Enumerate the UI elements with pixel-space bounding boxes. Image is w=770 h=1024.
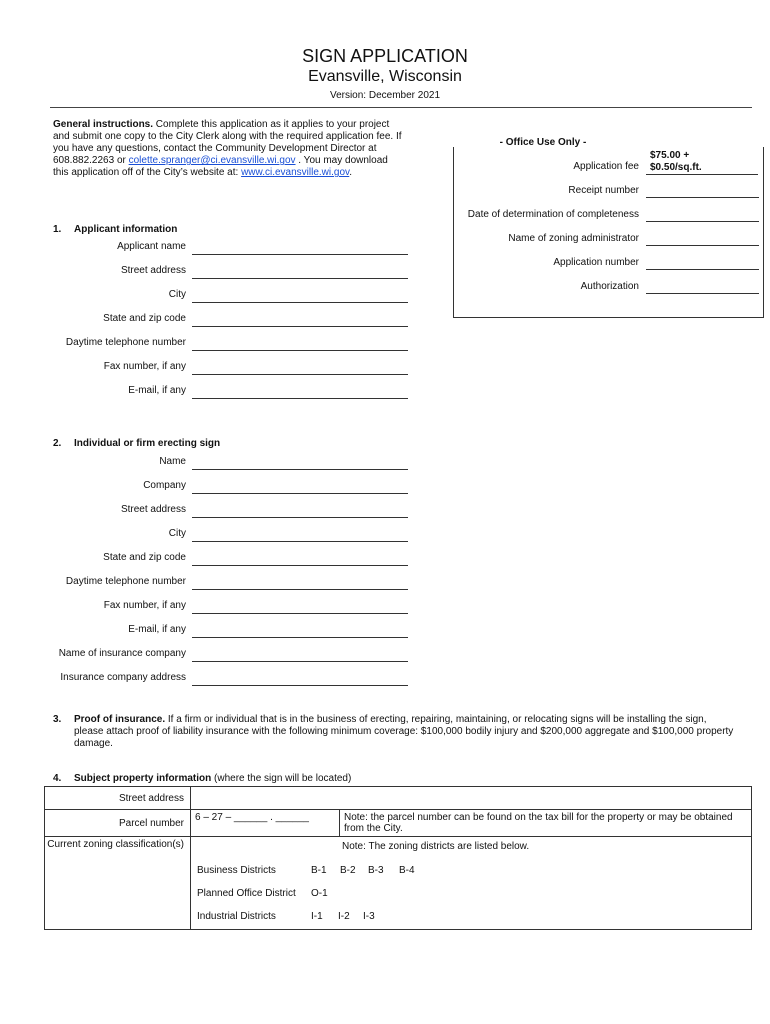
office-field-label: Date of determination of completeness — [467, 209, 639, 220]
page-title: SIGN APPLICATION — [302, 46, 468, 66]
district-code: I-2 — [338, 911, 350, 922]
street-address-label: Street address — [45, 787, 191, 810]
district-name: Industrial Districts — [197, 911, 276, 922]
street-address-field[interactable] — [191, 787, 752, 810]
erector-field-label: Fax number, if any — [103, 600, 186, 611]
applicant-field-input[interactable] — [192, 398, 408, 399]
section-2-title: Individual or firm erecting sign — [74, 438, 221, 449]
erector-field-label: City — [168, 528, 186, 539]
applicant-field-input[interactable] — [192, 350, 408, 351]
header-divider — [50, 107, 752, 108]
applicant-field-input[interactable] — [192, 302, 408, 303]
general-instructions — [53, 119, 403, 179]
district-code: B-4 — [399, 865, 415, 876]
parcel-number-label: Parcel number — [45, 810, 191, 837]
parcel-note: Note: the parcel number can be found on the tax bill for the property or may be obtained from the City. — [340, 810, 752, 837]
erector-field-label: Name — [159, 456, 186, 467]
district-code: I-3 — [363, 911, 375, 922]
erector-field-label: Name of insurance company — [58, 648, 186, 659]
applicant-field-label: City — [168, 289, 186, 300]
zoning-note: Note: The zoning districts are listed below. — [342, 841, 530, 852]
office-field-label: Authorization — [580, 281, 639, 292]
office-use-title: - Office Use Only - — [499, 137, 587, 148]
office-fee-label: Application fee — [573, 161, 639, 172]
section-3-title: Proof of insurance. — [74, 714, 166, 725]
erector-field-input[interactable] — [192, 685, 408, 686]
zoning-label: Current zoning classification(s) — [45, 837, 191, 930]
section-4-heading — [74, 773, 351, 784]
district-name: Business Districts — [197, 865, 276, 876]
applicant-field-label: Street address — [120, 265, 186, 276]
office-field-line[interactable] — [646, 269, 759, 270]
office-field-label: Receipt number — [568, 185, 639, 196]
applicant-field-label: Applicant name — [117, 241, 186, 252]
erector-field-label: State and zip code — [103, 552, 186, 563]
applicant-field-label: Fax number, if any — [103, 361, 186, 372]
district-code: I-1 — [311, 911, 323, 922]
erector-field-input[interactable] — [192, 637, 408, 638]
erector-field-label: Street address — [120, 504, 186, 515]
erector-field-input[interactable] — [192, 493, 408, 494]
erector-field-input[interactable] — [192, 661, 408, 662]
office-field-line[interactable] — [646, 221, 759, 222]
applicant-field-input[interactable] — [192, 374, 408, 375]
parcel-number-field[interactable]: 6 – 27 – ______ . ______ — [191, 810, 340, 837]
version-text: Version: December 2021 — [329, 90, 441, 101]
office-field-label: Application number — [553, 257, 639, 268]
general-instructions-text-3: . — [349, 167, 353, 178]
section-4-number: 4. — [53, 773, 62, 784]
zoning-field[interactable] — [191, 837, 752, 930]
page-subtitle: Evansville, Wisconsin — [308, 68, 462, 85]
erector-field-input[interactable] — [192, 469, 408, 470]
erector-field-label: E-mail, if any — [128, 624, 186, 635]
office-field-line[interactable] — [646, 197, 759, 198]
fee-line-2: $0.50/sq.ft. — [646, 162, 758, 175]
district-code: O-1 — [311, 888, 328, 899]
section-3-body: If a firm or individual that is in the business of erecting, repairing, maintaining, or relocating signs will be installing the sign, please attach proof of liability insurance with the following minimum coverage: $100,000 bodily injury and $200,000 aggregate and $100,000 property damage. — [74, 714, 734, 749]
section-1-number: 1. — [53, 224, 62, 235]
district-code: B-1 — [311, 865, 327, 876]
erector-field-input[interactable] — [192, 517, 408, 518]
applicant-field-input[interactable] — [192, 326, 408, 327]
erector-field-input[interactable] — [192, 565, 408, 566]
section-4-title-note: (where the sign will be located) — [211, 773, 352, 784]
section-1-title: Applicant information — [74, 224, 178, 235]
section-3-number: 3. — [53, 714, 62, 725]
applicant-field-label: E-mail, if any — [128, 385, 186, 396]
applicant-field-input[interactable] — [192, 254, 408, 255]
erector-field-label: Company — [143, 480, 186, 491]
district-code: B-3 — [368, 865, 384, 876]
office-field-line[interactable] — [646, 293, 759, 294]
office-field-line[interactable] — [646, 245, 759, 246]
erector-field-label: Insurance company address — [60, 672, 186, 683]
general-instructions-text-2: . You may download this application off of the City’s website at: — [53, 155, 388, 178]
email-link[interactable]: colette.spranger@ci.evansville.wi.gov — [128, 155, 296, 166]
applicant-field-input[interactable] — [192, 278, 408, 279]
general-instructions-text-1: Complete this application as it applies to your project and submit one copy to the City Clerk along with the required application fee. If you have any questions, contact the Community Development Director at 608.882.2263 or — [53, 119, 402, 166]
website-link[interactable]: www.ci.evansville.wi.gov — [241, 167, 350, 178]
erector-field-input[interactable] — [192, 589, 408, 590]
district-code: B-2 — [340, 865, 356, 876]
property-info-table — [44, 786, 752, 930]
applicant-field-label: State and zip code — [103, 313, 186, 324]
general-instructions-label: General instructions. — [53, 119, 154, 130]
erector-field-input[interactable] — [192, 613, 408, 614]
section-4-title: Subject property information — [74, 773, 212, 784]
office-field-label: Name of zoning administrator — [508, 233, 639, 244]
section-3-text — [74, 714, 734, 750]
applicant-field-label: Daytime telephone number — [65, 337, 186, 348]
section-2-number: 2. — [53, 438, 62, 449]
district-name: Planned Office District — [197, 888, 296, 899]
office-fee-value — [650, 150, 758, 175]
erector-field-input[interactable] — [192, 541, 408, 542]
erector-field-label: Daytime telephone number — [65, 576, 186, 587]
fee-line-1: $75.00 + — [650, 150, 690, 161]
